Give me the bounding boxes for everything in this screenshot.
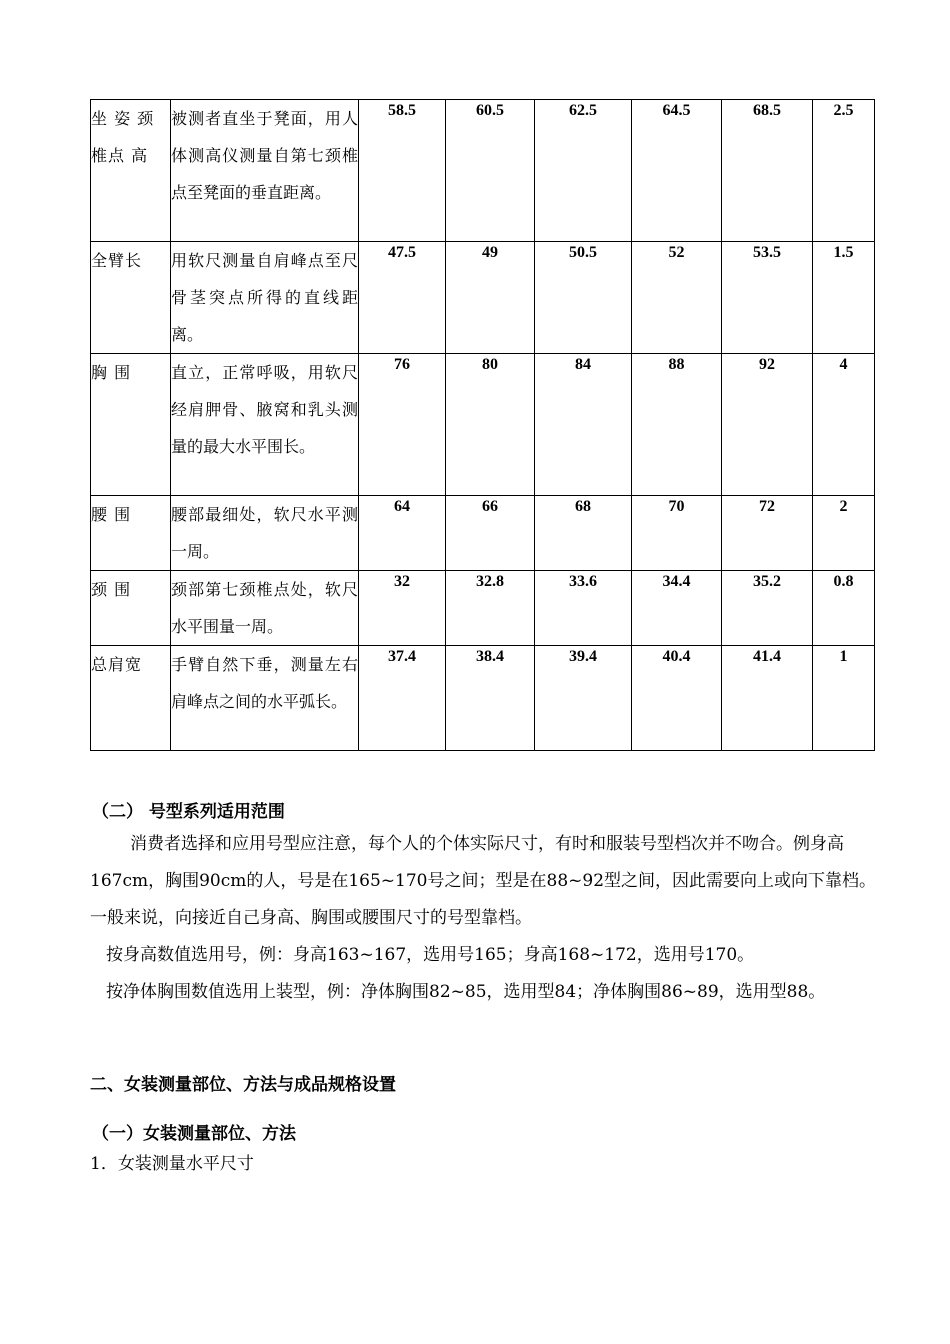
- size-value: 76: [359, 354, 446, 496]
- step-value: 0.8: [813, 571, 875, 646]
- table-row: [91, 354, 875, 496]
- step-value: 1: [813, 646, 875, 751]
- size-value: 50.5: [535, 242, 632, 354]
- list-item: 1．女装测量水平尺寸: [90, 1154, 254, 1174]
- size-value: 84: [535, 354, 632, 496]
- part-name: 腰 围: [91, 496, 171, 571]
- method-text: 腰部最细处，软尺水平测一周。: [171, 496, 359, 571]
- size-value: 92: [722, 354, 813, 496]
- sub-heading-methods: （一）女装测量部位、方法: [92, 1124, 296, 1144]
- size-value: 53.5: [722, 242, 813, 354]
- size-value: 66: [446, 496, 535, 571]
- size-value: 32: [359, 571, 446, 646]
- size-value: 34.4: [632, 571, 722, 646]
- section-heading-range: （二） 号型系列适用范围: [92, 802, 285, 822]
- part-name: 全臂长: [91, 242, 171, 354]
- part-name: 总肩宽: [91, 646, 171, 751]
- size-value: 47.5: [359, 242, 446, 354]
- size-value: 64.5: [632, 100, 722, 242]
- size-value: 70: [632, 496, 722, 571]
- measurement-table: [90, 99, 875, 751]
- method-text: 被测者直坐于凳面，用人体测高仪测量自第七颈椎点至凳面的垂直距离。: [171, 100, 359, 242]
- size-value: 37.4: [359, 646, 446, 751]
- method-text: 手臂自然下垂，测量左右肩峰点之间的水平弧长。: [171, 646, 359, 751]
- method-text: 用软尺测量自肩峰点至尺骨茎突点所得的直线距离。: [171, 242, 359, 354]
- part-name: 颈 围: [91, 571, 171, 646]
- step-value: 2: [813, 496, 875, 571]
- size-value: 49: [446, 242, 535, 354]
- size-value: 58.5: [359, 100, 446, 242]
- table-row: [91, 242, 875, 354]
- paragraph-chest-rule: 按净体胸围数值选用上装型，例：净体胸围82~85，选用型84；净体胸围86~89，选用型88。: [106, 982, 826, 1002]
- size-value: 40.4: [632, 646, 722, 751]
- table-row: [91, 100, 875, 242]
- size-value: 60.5: [446, 100, 535, 242]
- step-value: 4: [813, 354, 875, 496]
- size-value: 52: [632, 242, 722, 354]
- size-value: 33.6: [535, 571, 632, 646]
- size-value: 68: [535, 496, 632, 571]
- size-value: 38.4: [446, 646, 535, 751]
- paragraph-height-rule: 按身高数值选用号，例：身高163~167，选用号165；身高168~172，选用号170。: [106, 945, 755, 965]
- method-text: 直立，正常呼吸，用软尺经肩胛骨、腋窝和乳头测量的最大水平围长。: [171, 354, 359, 496]
- size-value: 72: [722, 496, 813, 571]
- size-value: 64: [359, 496, 446, 571]
- part-name: 坐 姿 颈椎点 高: [91, 100, 171, 242]
- step-value: 2.5: [813, 100, 875, 242]
- table-row: [91, 646, 875, 751]
- size-value: 41.4: [722, 646, 813, 751]
- size-value: 35.2: [722, 571, 813, 646]
- size-value: 32.8: [446, 571, 535, 646]
- step-value: 1.5: [813, 242, 875, 354]
- size-value: 80: [446, 354, 535, 496]
- size-value: 88: [632, 354, 722, 496]
- size-value: 68.5: [722, 100, 813, 242]
- table-row: [91, 496, 875, 571]
- part-name: 胸 围: [91, 354, 171, 496]
- size-value: 39.4: [535, 646, 632, 751]
- section-heading-women: 二、女装测量部位、方法与成品规格设置: [90, 1075, 396, 1095]
- size-value: 62.5: [535, 100, 632, 242]
- paragraph-range-intro: 消费者选择和应用号型应注意，每个人的个体实际尺寸，有时和服装号型档次并不吻合。例身高167cm，胸围90cm的人，号是在165~170号之间；型是在88~92型之间，因此需要向上或向下靠档。一般来说，向接近自己身高、胸围或腰围尺寸的号型靠档。: [90, 834, 877, 928]
- table-row: [91, 571, 875, 646]
- method-text: 颈部第七颈椎点处，软尺水平围量一周。: [171, 571, 359, 646]
